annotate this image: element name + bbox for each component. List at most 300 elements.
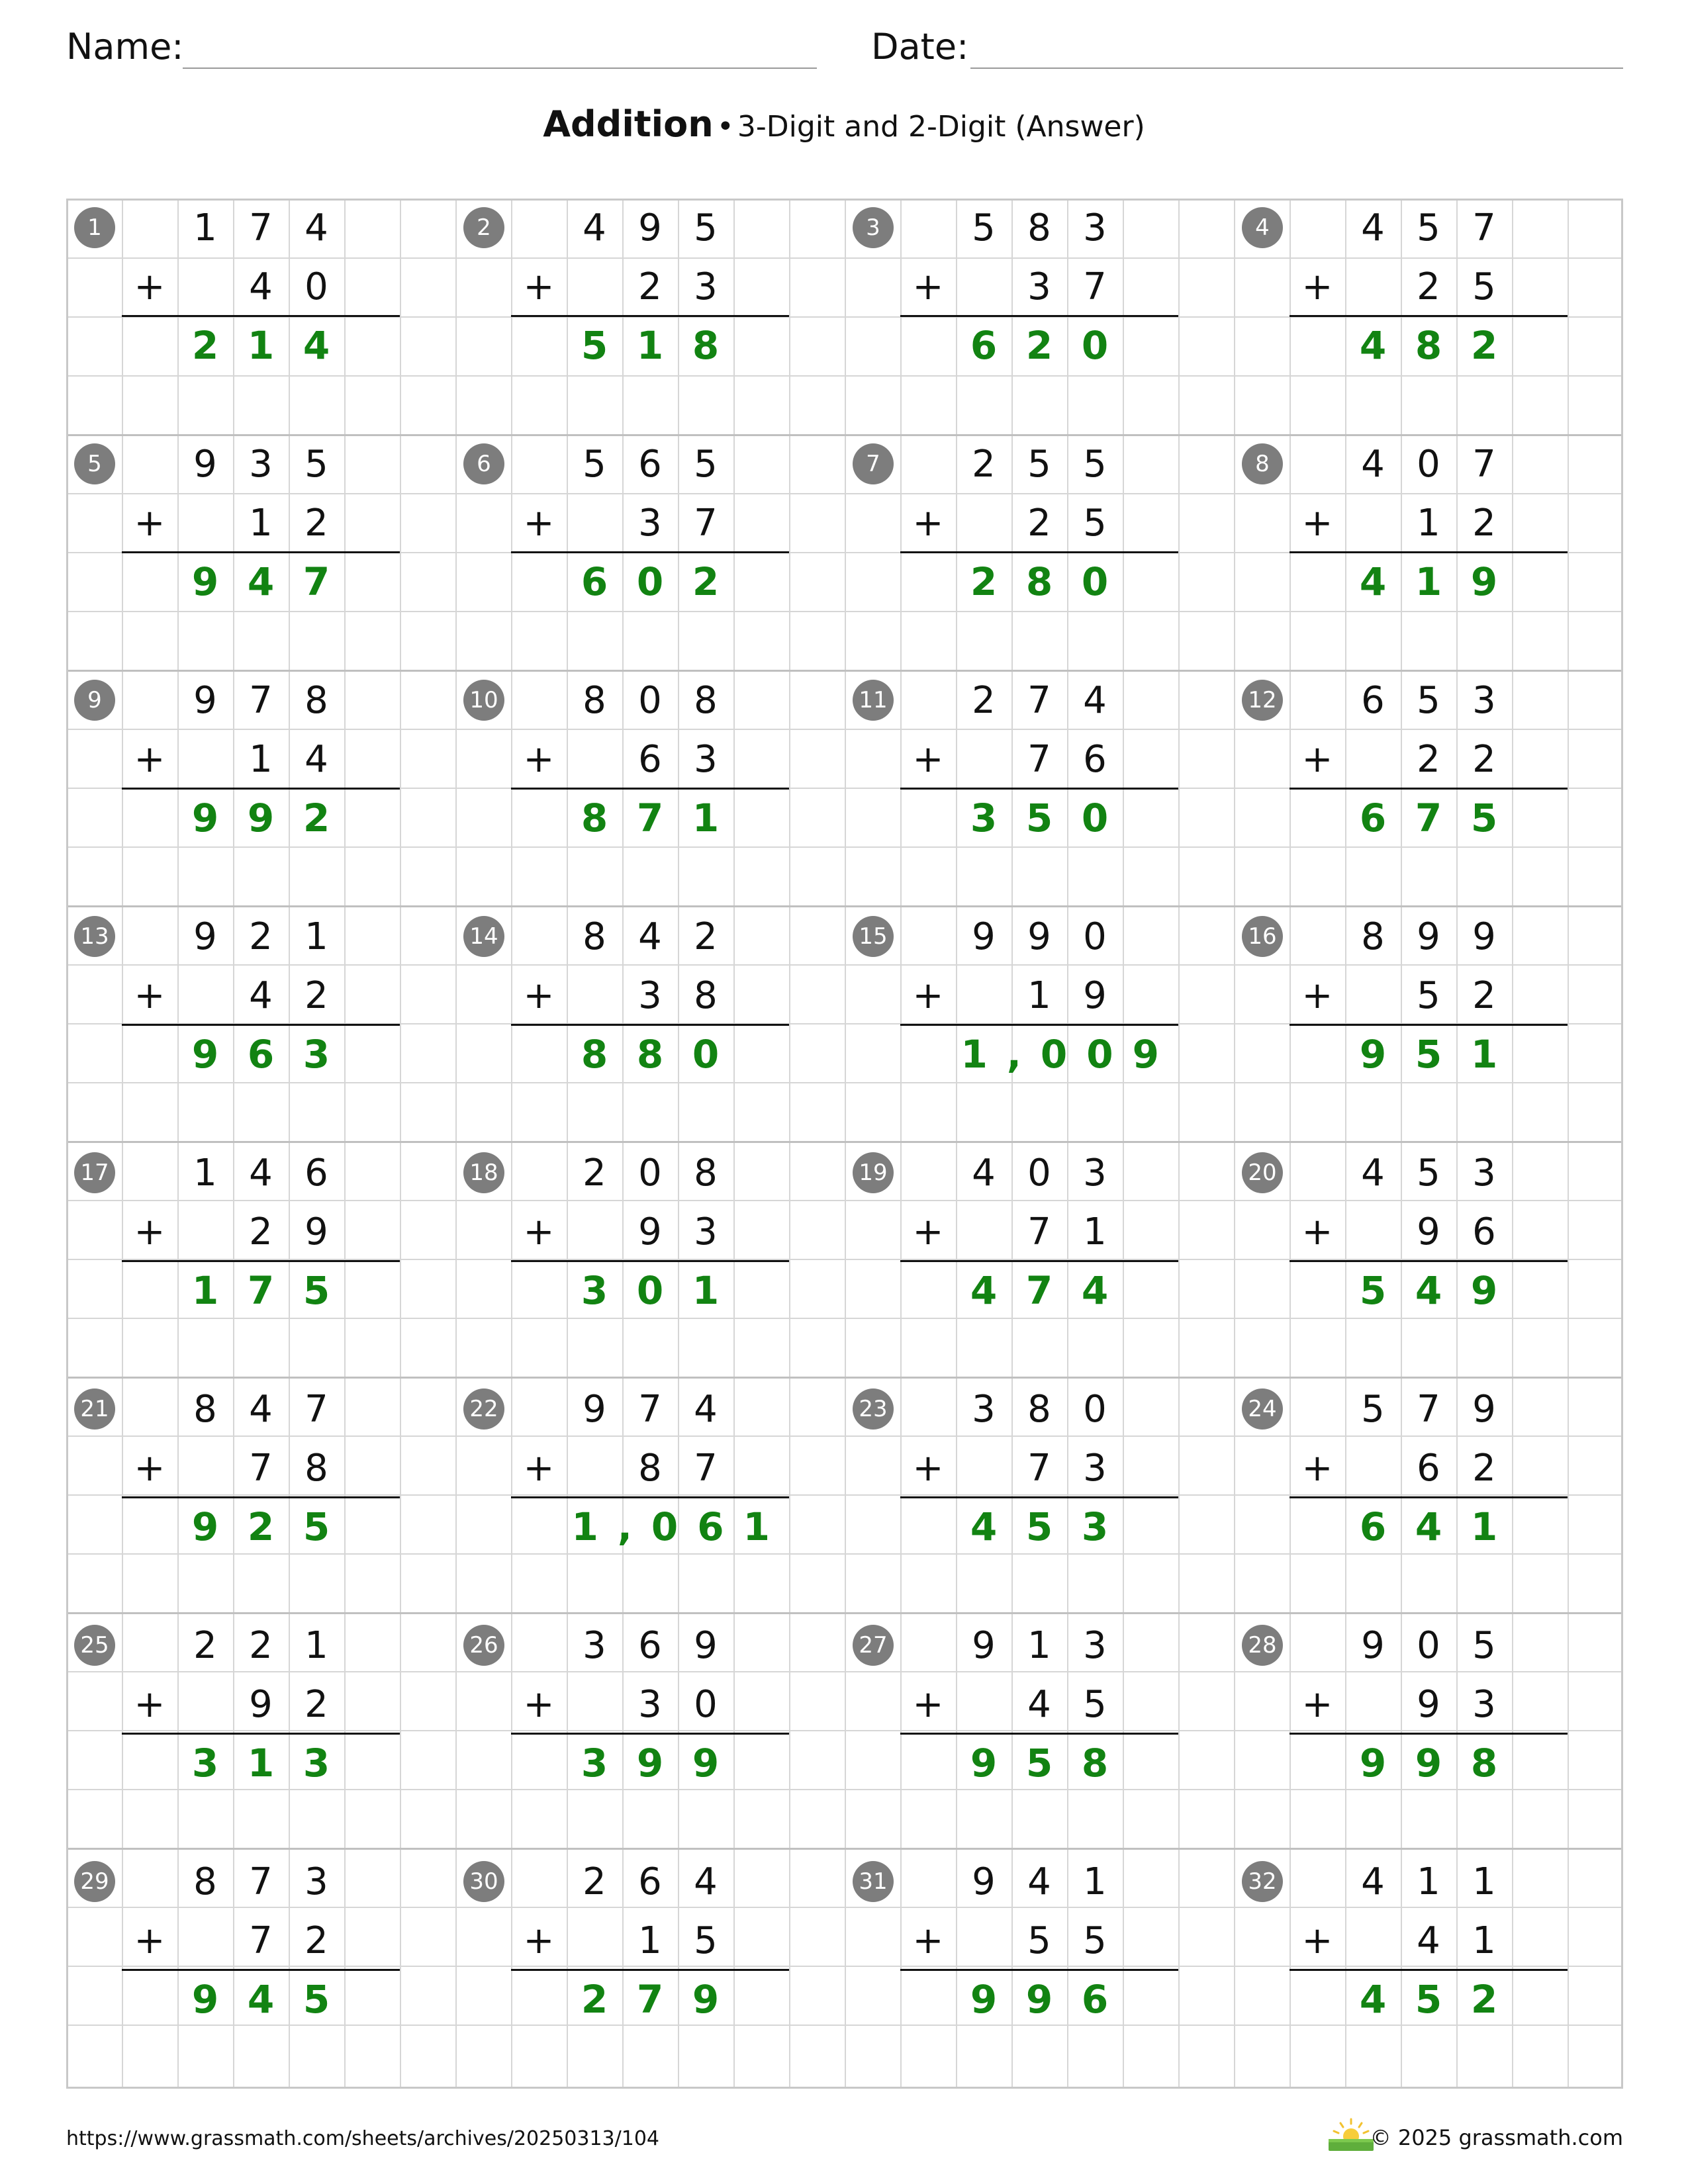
addend-digit: 1 <box>249 738 273 781</box>
problem <box>66 435 455 671</box>
answer-digit: 3 <box>581 1741 608 1786</box>
addend-digit: 2 <box>972 679 996 722</box>
problem <box>66 1144 455 1380</box>
plus-sign: + <box>912 1447 944 1490</box>
answer-digit: 5 <box>303 1977 330 2022</box>
answer-digit: 1 <box>191 1268 219 1313</box>
addend-digit: 6 <box>1361 679 1385 722</box>
answer-digit: 8 <box>1470 1741 1498 1786</box>
answer-digit: 5 <box>1415 1977 1442 2022</box>
plus-sign: + <box>1301 265 1333 308</box>
addend-digit: 5 <box>1027 443 1051 486</box>
addend-digit: 5 <box>972 206 996 250</box>
plus-sign: + <box>1301 1919 1333 1962</box>
answer-digit: 1 <box>1415 559 1442 604</box>
plus-sign: + <box>1301 1210 1333 1253</box>
answer-digit: 2 <box>970 559 998 604</box>
problem-number-badge: 8 <box>1242 443 1283 484</box>
problem <box>845 1380 1234 1616</box>
problem <box>845 435 1234 671</box>
problem-grid <box>66 199 1623 2089</box>
answer-digit: 6 <box>970 323 998 368</box>
worksheet-title <box>0 103 1688 145</box>
addend-digit: 8 <box>193 1388 217 1431</box>
answer-digit: 4 <box>970 1504 998 1549</box>
addend-digit: 9 <box>1472 915 1496 958</box>
addend-digit: 3 <box>1472 1152 1496 1195</box>
addend-digit: 5 <box>305 443 328 486</box>
plus-sign: + <box>134 502 165 545</box>
answer-digit: 1 <box>636 323 664 368</box>
answer-digit: 1 <box>692 1268 720 1313</box>
addend-digit: 4 <box>249 1388 273 1431</box>
addend-digit: 1 <box>249 502 273 545</box>
addend-digit: 4 <box>638 915 662 958</box>
addend-digit: 9 <box>972 1860 996 1903</box>
addend-digit: 2 <box>694 915 718 958</box>
addend-digit: 0 <box>638 1152 662 1195</box>
plus-sign: + <box>134 1683 165 1726</box>
problem <box>66 1380 455 1616</box>
addend-digit: 3 <box>638 502 662 545</box>
addend-digit: 4 <box>305 206 328 250</box>
problem-number-badge: 3 <box>853 207 894 248</box>
plus-sign: + <box>134 974 165 1017</box>
plus-sign: + <box>912 1919 944 1962</box>
problem-number-badge: 12 <box>1242 680 1283 721</box>
addend-digit: 9 <box>1083 974 1107 1017</box>
answer-digit: 6 <box>1359 796 1387 841</box>
addend-digit: 9 <box>972 1624 996 1667</box>
answer-digit: 2 <box>247 1504 275 1549</box>
addend-digit: 9 <box>305 1210 328 1253</box>
problem-number-badge: 25 <box>74 1625 115 1666</box>
answer-digit: 3 <box>303 1032 330 1077</box>
addend-digit: 4 <box>305 738 328 781</box>
addend-digit: 0 <box>1417 1624 1440 1667</box>
problem-number-badge: 29 <box>74 1861 115 1902</box>
answer-digit: 4 <box>247 559 275 604</box>
addend-digit: 4 <box>583 206 606 250</box>
addend-digit: 7 <box>1417 1388 1440 1431</box>
addend-digit: 7 <box>694 502 718 545</box>
problem <box>1234 907 1623 1144</box>
problem <box>845 199 1234 435</box>
addend-digit: 3 <box>1083 1152 1107 1195</box>
addend-digit: 8 <box>305 1447 328 1490</box>
addend-digit: 1 <box>305 1624 328 1667</box>
addend-digit: 5 <box>694 206 718 250</box>
answer-digit: 2 <box>191 323 219 368</box>
addend-digit: 7 <box>249 206 273 250</box>
addend-digit: 1 <box>1417 502 1440 545</box>
answer-digit: 9 <box>1025 1977 1053 2022</box>
addend-digit: 8 <box>583 679 606 722</box>
name-field[interactable] <box>66 25 817 69</box>
addend-digit: 9 <box>1417 1683 1440 1726</box>
answer-digit: 0 <box>636 1268 664 1313</box>
addend-digit: 7 <box>1472 443 1496 486</box>
addend-digit: 3 <box>1083 1447 1107 1490</box>
plus-sign: + <box>912 974 944 1017</box>
answer-digit: 6 <box>1081 1977 1109 2022</box>
addend-digit: 0 <box>1083 1388 1107 1431</box>
answer-digit: 3 <box>581 1268 608 1313</box>
addend-digit: 0 <box>305 265 328 308</box>
addend-digit: 1 <box>193 206 217 250</box>
problem <box>66 907 455 1144</box>
answer-digit: 9 <box>191 1977 219 2022</box>
answer-digit: 2 <box>1470 1977 1498 2022</box>
name-label: Name: <box>66 26 184 68</box>
addend-digit: 1 <box>193 1152 217 1195</box>
plus-sign: + <box>1301 974 1333 1017</box>
addend-digit: 3 <box>638 974 662 1017</box>
answer-digit: 9 <box>191 1504 219 1549</box>
name-underline <box>183 68 817 69</box>
answer-digit: 9 <box>1470 559 1498 604</box>
addend-digit: 5 <box>1083 1919 1107 1962</box>
date-label: Date: <box>871 26 969 68</box>
answer-digit: 2 <box>1025 323 1053 368</box>
answer-digit: 6 <box>581 559 608 604</box>
addend-digit: 0 <box>1417 443 1440 486</box>
addend-digit: 5 <box>1027 1919 1051 1962</box>
plus-sign: + <box>1301 1683 1333 1726</box>
answer-digit: 1 <box>1470 1504 1498 1549</box>
addend-digit: 2 <box>1417 738 1440 781</box>
addend-digit: 8 <box>694 974 718 1017</box>
answer-digit: 8 <box>1081 1741 1109 1786</box>
addend-digit: 1 <box>1083 1210 1107 1253</box>
title-main: Addition <box>543 103 714 145</box>
problem <box>1234 671 1623 907</box>
problem <box>66 1616 455 1852</box>
plus-sign: + <box>912 502 944 545</box>
answer-digit: 1 <box>692 796 720 841</box>
addend-digit: 2 <box>638 265 662 308</box>
addend-digit: 9 <box>638 1210 662 1253</box>
problem <box>455 1616 845 1852</box>
problem <box>845 1144 1234 1380</box>
addend-digit: 9 <box>638 206 662 250</box>
addend-digit: 7 <box>249 1919 273 1962</box>
addend-digit: 3 <box>249 443 273 486</box>
addend-digit: 4 <box>1361 1152 1385 1195</box>
answer-digit: 4 <box>1415 1504 1442 1549</box>
answer-digit: 4 <box>1359 323 1387 368</box>
addend-digit: 2 <box>249 1210 273 1253</box>
problem <box>66 1852 455 2089</box>
answer-digit: 9 <box>1470 1268 1498 1313</box>
problem <box>455 907 845 1144</box>
addend-digit: 4 <box>972 1152 996 1195</box>
problem-number-badge: 17 <box>74 1152 115 1193</box>
addend-digit: 3 <box>1083 1624 1107 1667</box>
addend-digit: 4 <box>249 265 273 308</box>
addend-digit: 3 <box>694 738 718 781</box>
addend-digit: 9 <box>193 915 217 958</box>
answer-digit: 4 <box>303 323 330 368</box>
problem-number-badge: 9 <box>74 680 115 721</box>
addend-digit: 1 <box>1027 974 1051 1017</box>
addend-digit: 2 <box>1027 502 1051 545</box>
addend-digit: 5 <box>1472 1624 1496 1667</box>
addend-digit: 0 <box>638 679 662 722</box>
addend-digit: 8 <box>694 1152 718 1195</box>
date-field[interactable] <box>871 25 1623 69</box>
addend-digit: 3 <box>694 265 718 308</box>
answer-digit: 9 <box>636 1741 664 1786</box>
addend-digit: 5 <box>1083 443 1107 486</box>
answer-digit: 5 <box>303 1268 330 1313</box>
plus-sign: + <box>912 1210 944 1253</box>
date-underline <box>970 68 1623 69</box>
problem <box>455 1144 845 1380</box>
addend-digit: 2 <box>1472 502 1496 545</box>
problem-number-badge: 13 <box>74 916 115 957</box>
addend-digit: 6 <box>638 443 662 486</box>
answer-digit: 9 <box>247 796 275 841</box>
problem <box>455 435 845 671</box>
addend-digit: 3 <box>305 1860 328 1903</box>
addend-digit: 5 <box>1083 1683 1107 1726</box>
addend-digit: 1 <box>1027 1624 1051 1667</box>
answer-digit: 4 <box>1081 1268 1109 1313</box>
addend-digit: 6 <box>638 1860 662 1903</box>
addend-digit: 9 <box>583 1388 606 1431</box>
addend-digit: 6 <box>305 1152 328 1195</box>
addend-digit: 3 <box>694 1210 718 1253</box>
plus-sign: + <box>134 265 165 308</box>
addend-digit: 6 <box>1472 1210 1496 1253</box>
addend-digit: 1 <box>1472 1919 1496 1962</box>
answer-digit: 2 <box>692 559 720 604</box>
problem-number-badge: 11 <box>853 680 894 721</box>
addend-digit: 7 <box>694 1447 718 1490</box>
addend-digit: 2 <box>305 1919 328 1962</box>
addend-digit: 3 <box>1472 1683 1496 1726</box>
answer-digit: 5 <box>1415 1032 1442 1077</box>
answer-digit: 6 <box>1359 1504 1387 1549</box>
answer-digit: 2 <box>303 796 330 841</box>
addend-digit: 8 <box>694 679 718 722</box>
plus-sign: + <box>523 1210 555 1253</box>
addend-digit: 7 <box>1027 738 1051 781</box>
answer-digit: 8 <box>692 323 720 368</box>
addend-digit: 9 <box>193 679 217 722</box>
addend-digit: 6 <box>1417 1447 1440 1490</box>
answer-digit: 5 <box>303 1504 330 1549</box>
addend-digit: 5 <box>694 443 718 486</box>
answer-digit: 3 <box>970 796 998 841</box>
addend-digit: 2 <box>305 502 328 545</box>
addend-digit: 2 <box>249 1624 273 1667</box>
addend-digit: 7 <box>1472 206 1496 250</box>
addend-digit: 3 <box>1472 679 1496 722</box>
problem-number-badge: 23 <box>853 1388 894 1430</box>
problem-number-badge: 5 <box>74 443 115 484</box>
addend-digit: 8 <box>305 679 328 722</box>
addend-digit: 2 <box>249 915 273 958</box>
problem <box>455 199 845 435</box>
addend-digit: 2 <box>1472 974 1496 1017</box>
addend-digit: 4 <box>694 1388 718 1431</box>
problem-number-badge: 6 <box>463 443 504 484</box>
problem <box>845 1616 1234 1852</box>
problem-number-badge: 19 <box>853 1152 894 1193</box>
addend-digit: 9 <box>249 1683 273 1726</box>
answer-digit: 8 <box>581 1032 608 1077</box>
problem <box>845 671 1234 907</box>
plus-sign: + <box>523 1919 555 1962</box>
answer-digit: 2 <box>581 1977 608 2022</box>
problem-number-badge: 14 <box>463 916 504 957</box>
addend-digit: 0 <box>694 1683 718 1726</box>
problem <box>1234 1852 1623 2089</box>
answer-digit: 0 <box>1081 559 1109 604</box>
addend-digit: 8 <box>1361 915 1385 958</box>
problem <box>455 671 845 907</box>
problem-number-badge: 10 <box>463 680 504 721</box>
problem <box>845 1852 1234 2089</box>
plus-sign: + <box>523 265 555 308</box>
plus-sign: + <box>134 1210 165 1253</box>
answer-digit: 0 <box>1081 323 1109 368</box>
plus-sign: + <box>523 1447 555 1490</box>
answer-digit: 6 <box>247 1032 275 1077</box>
addend-digit: 8 <box>583 915 606 958</box>
addend-digit: 5 <box>694 1919 718 1962</box>
plus-sign: + <box>1301 738 1333 781</box>
problem-number-badge: 28 <box>1242 1625 1283 1666</box>
addend-digit: 3 <box>1083 206 1107 250</box>
problem <box>1234 1144 1623 1380</box>
answer-digit: 5 <box>1025 1741 1053 1786</box>
answer-digit: 9 <box>1359 1741 1387 1786</box>
addend-digit: 5 <box>583 443 606 486</box>
addend-digit: 7 <box>638 1388 662 1431</box>
answer-digit: 7 <box>247 1268 275 1313</box>
addend-digit: 4 <box>1027 1683 1051 1726</box>
answer-digit: 5 <box>1359 1268 1387 1313</box>
addend-digit: 4 <box>1361 1860 1385 1903</box>
footer-url[interactable]: https://www.grassmath.com/sheets/archives/20250313/104 <box>66 2127 660 2150</box>
addend-digit: 5 <box>1417 1152 1440 1195</box>
plus-sign: + <box>134 738 165 781</box>
plus-sign: + <box>134 1919 165 1962</box>
addend-digit: 3 <box>972 1388 996 1431</box>
addend-digit: 2 <box>583 1152 606 1195</box>
answer-digit: 1 <box>247 1741 275 1786</box>
problem <box>455 1852 845 2089</box>
addend-digit: 7 <box>1027 679 1051 722</box>
addend-digit: 5 <box>1361 1388 1385 1431</box>
problem-number-badge: 21 <box>74 1388 115 1430</box>
addend-digit: 3 <box>583 1624 606 1667</box>
addend-digit: 0 <box>1083 915 1107 958</box>
answer-digit: 7 <box>303 559 330 604</box>
addend-digit: 2 <box>1417 265 1440 308</box>
addend-digit: 9 <box>1417 1210 1440 1253</box>
addend-digit: 8 <box>193 1860 217 1903</box>
answer-digit: 5 <box>1025 796 1053 841</box>
addend-digit: 2 <box>1472 738 1496 781</box>
answer-digit: 8 <box>636 1032 664 1077</box>
addend-digit: 2 <box>193 1624 217 1667</box>
addend-digit: 8 <box>638 1447 662 1490</box>
addend-digit: 3 <box>1027 265 1051 308</box>
addend-digit: 2 <box>583 1860 606 1903</box>
plus-sign: + <box>912 1683 944 1726</box>
answer-digit: 8 <box>581 796 608 841</box>
addend-digit: 4 <box>249 1152 273 1195</box>
problem-number-badge: 26 <box>463 1625 504 1666</box>
addend-digit: 1 <box>1083 1860 1107 1903</box>
problem <box>1234 1616 1623 1852</box>
answer-digit: 5 <box>1025 1504 1053 1549</box>
problem-number-badge: 16 <box>1242 916 1283 957</box>
problem-number-badge: 22 <box>463 1388 504 1430</box>
addend-digit: 8 <box>1027 1388 1051 1431</box>
addend-digit: 7 <box>305 1388 328 1431</box>
addend-digit: 9 <box>193 443 217 486</box>
addend-digit: 9 <box>972 915 996 958</box>
problem-number-badge: 24 <box>1242 1388 1283 1430</box>
addend-digit: 0 <box>1027 1152 1051 1195</box>
answer-digit: 7 <box>1415 796 1442 841</box>
problem-number-badge: 31 <box>853 1861 894 1902</box>
answer-digit: 3 <box>1081 1504 1109 1549</box>
answer: 1,009 <box>961 1032 1178 1077</box>
problem <box>66 671 455 907</box>
problem-number-badge: 20 <box>1242 1152 1283 1193</box>
addend-digit: 5 <box>1417 974 1440 1017</box>
problem <box>1234 435 1623 671</box>
problem-number-badge: 4 <box>1242 207 1283 248</box>
addend-digit: 4 <box>1417 1919 1440 1962</box>
problem-number-badge: 15 <box>853 916 894 957</box>
addend-digit: 7 <box>1083 265 1107 308</box>
addend-digit: 1 <box>1417 1860 1440 1903</box>
addend-digit: 4 <box>694 1860 718 1903</box>
plus-sign: + <box>523 738 555 781</box>
answer-digit: 8 <box>1025 559 1053 604</box>
problem <box>455 1380 845 1616</box>
plus-sign: + <box>912 738 944 781</box>
answer-digit: 0 <box>692 1032 720 1077</box>
addend-digit: 4 <box>1361 443 1385 486</box>
addend-digit: 2 <box>972 443 996 486</box>
answer-digit: 9 <box>692 1977 720 2022</box>
answer-digit: 3 <box>191 1741 219 1786</box>
addend-digit: 7 <box>249 1447 273 1490</box>
answer-digit: 4 <box>970 1268 998 1313</box>
answer-digit: 0 <box>636 559 664 604</box>
answer-digit: 9 <box>970 1977 998 2022</box>
sun-over-grass-icon <box>1327 2118 1375 2152</box>
addend-digit: 1 <box>1472 1860 1496 1903</box>
answer-digit: 9 <box>1415 1741 1442 1786</box>
plus-sign: + <box>912 265 944 308</box>
addend-digit: 4 <box>1027 1860 1051 1903</box>
answer-digit: 9 <box>692 1741 720 1786</box>
addend-digit: 7 <box>1027 1210 1051 1253</box>
addend-digit: 5 <box>1083 502 1107 545</box>
addend-digit: 9 <box>1027 915 1051 958</box>
answer: 1,061 <box>571 1504 789 1549</box>
problem-number-badge: 1 <box>74 207 115 248</box>
